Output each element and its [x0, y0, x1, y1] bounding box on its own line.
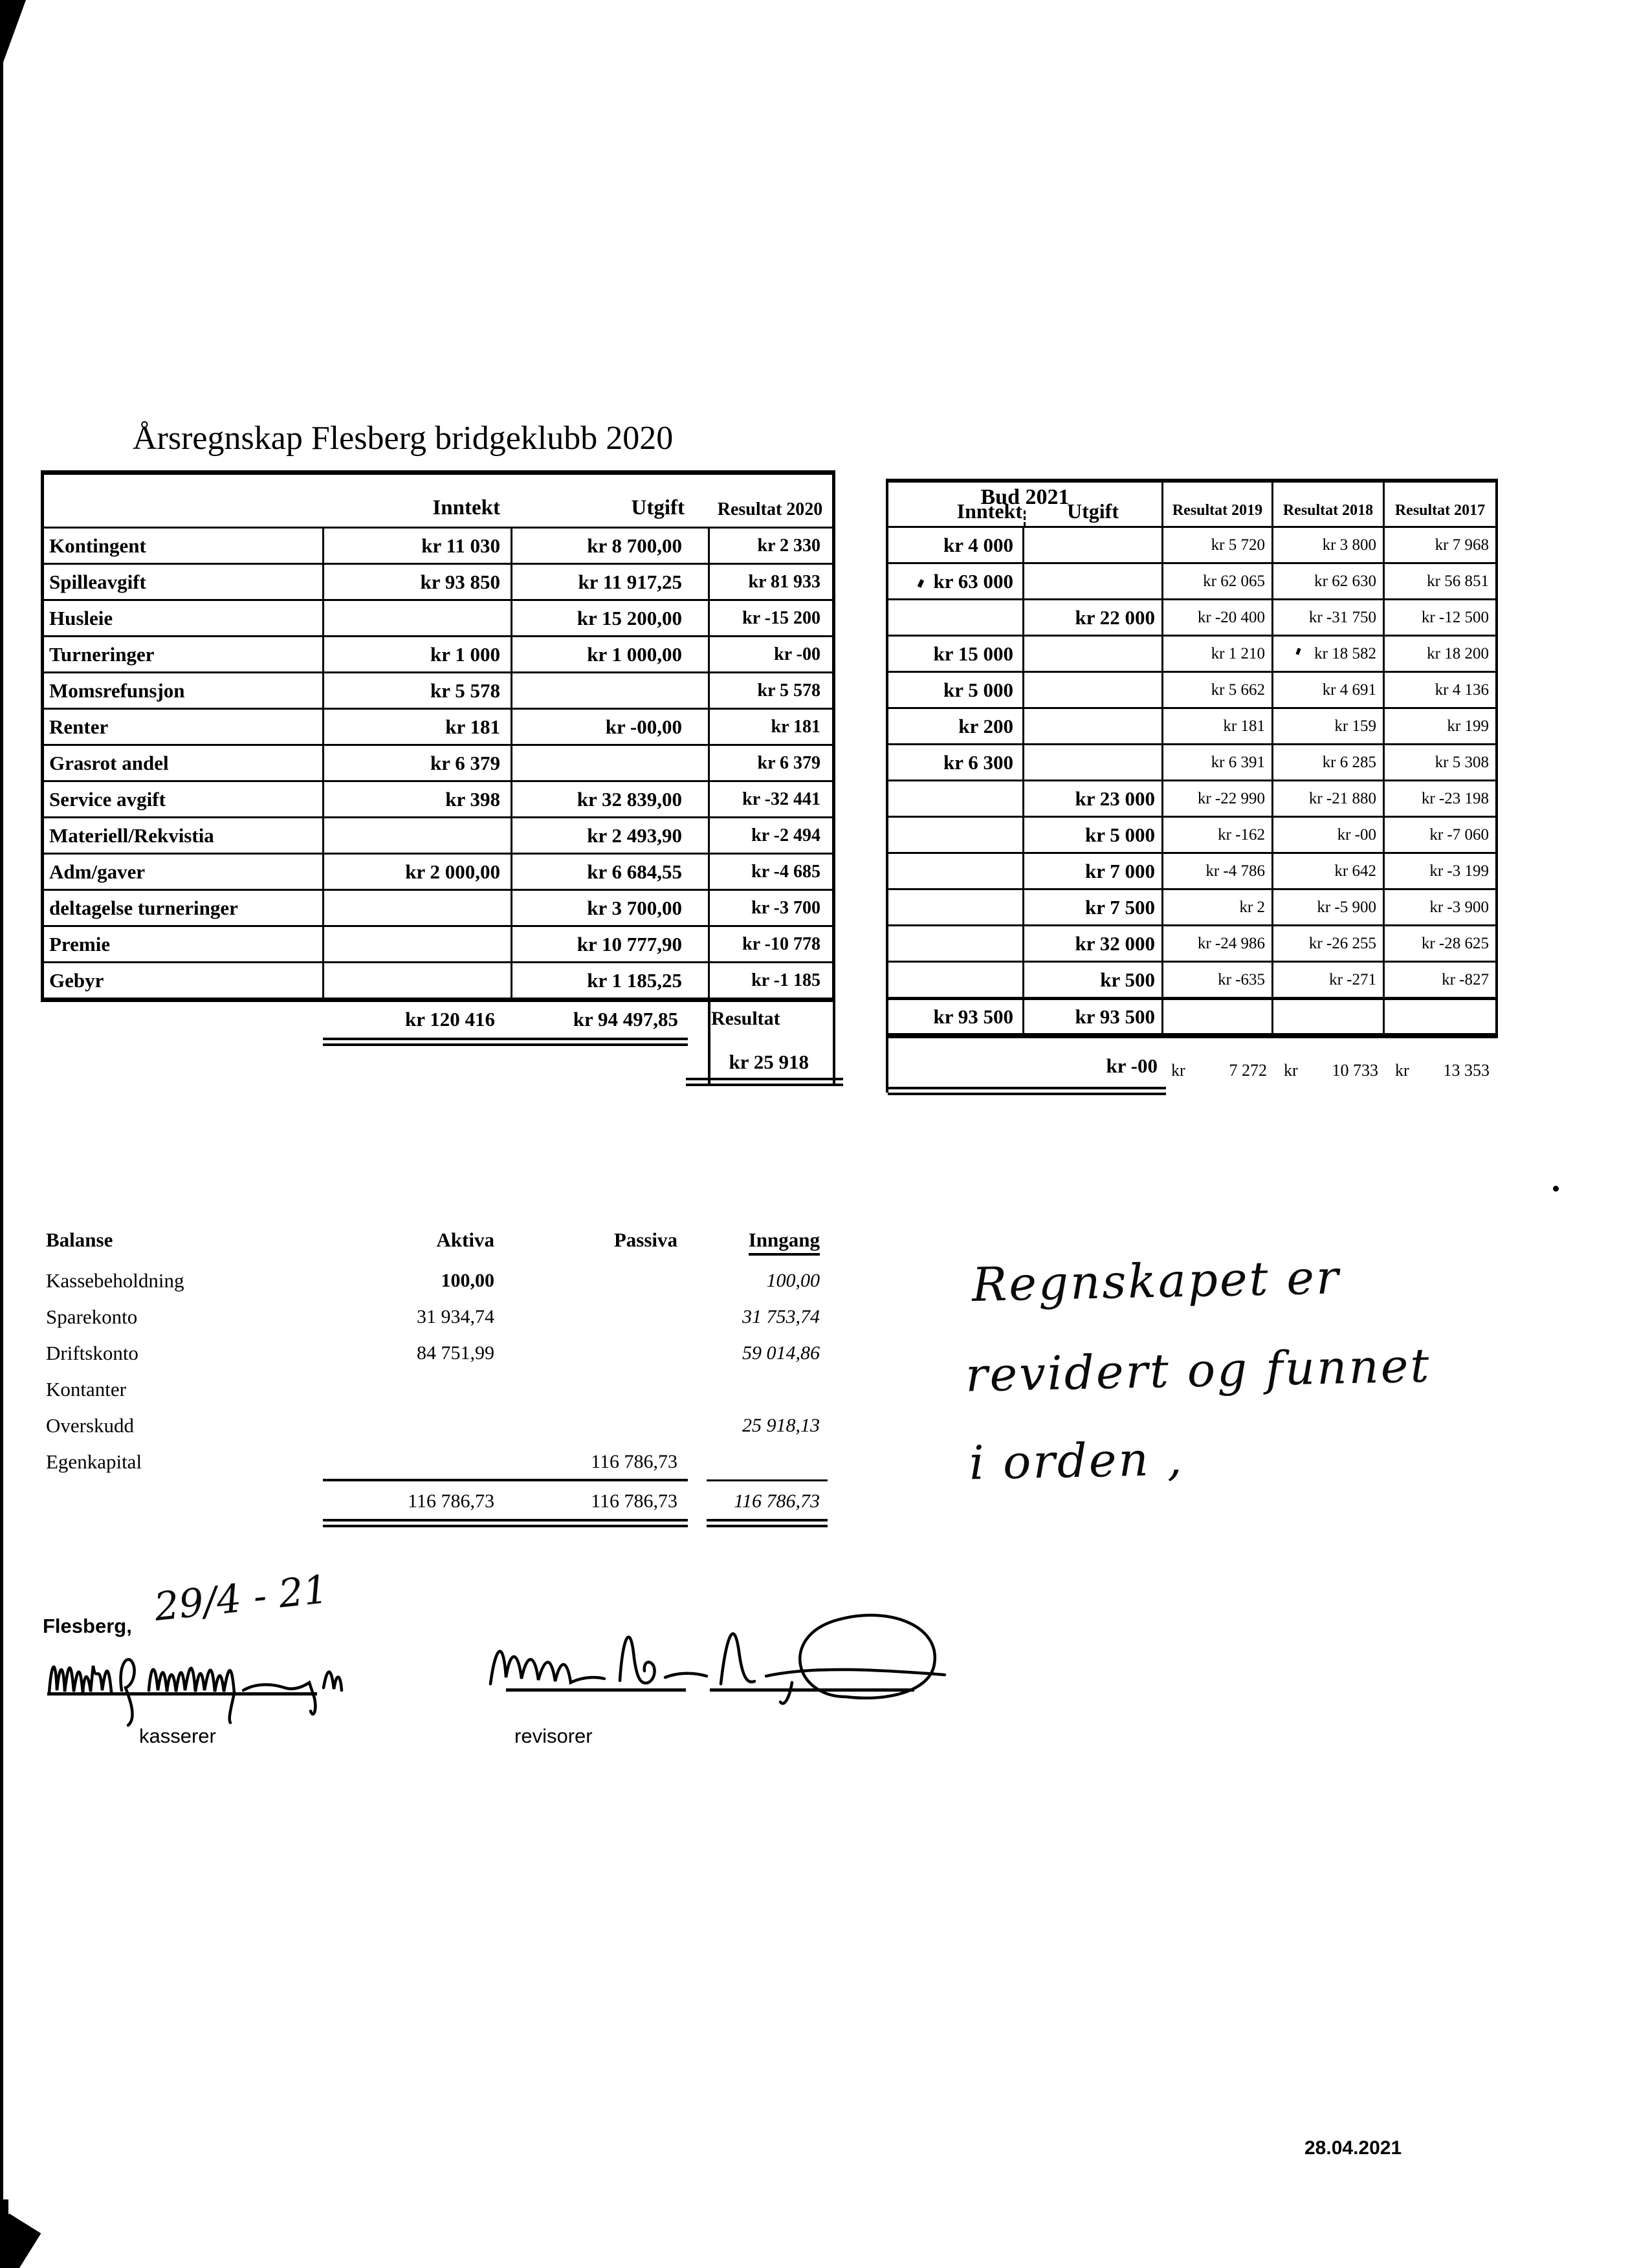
revisorer-label: revisorer	[514, 1725, 593, 1747]
bud-inntekt-value	[888, 600, 1022, 635]
signature-line	[47, 1692, 317, 1696]
resultat-2017-value: kr 56 851	[1383, 564, 1495, 598]
inntekt-value	[322, 601, 511, 635]
divider	[686, 1078, 843, 1080]
table-row	[888, 888, 1495, 924]
handwritten-note-line3: i orden ,	[969, 1431, 1185, 1490]
resultat-2020-value: kr -4 685	[708, 855, 832, 889]
inntekt-value: kr 5 578	[322, 673, 511, 708]
resultat-2018-value: kr 18 582	[1271, 637, 1383, 671]
utgift-value: kr -00,00	[511, 710, 708, 744]
kasserer-signature	[45, 1620, 356, 1734]
resultat-2017-value: kr 18 200	[1383, 637, 1495, 671]
col-header-empty	[44, 520, 322, 527]
result-2019-final: 7 272	[1229, 1061, 1267, 1080]
bud-result-final: kr -00	[1106, 1054, 1158, 1077]
row-label: Kontingent	[49, 534, 146, 557]
table-row	[888, 635, 1495, 671]
bud-utgift-value	[1022, 709, 1161, 743]
resultat-2018-value: kr -00	[1271, 818, 1383, 852]
col-header-utgift: Utgift	[631, 496, 685, 519]
budget-totals-row	[888, 997, 1495, 1033]
resultat-label: Resultat	[711, 1008, 780, 1029]
resultat-2017-value: kr -28 625	[1383, 926, 1495, 961]
table-row	[888, 562, 1495, 598]
aktiva-value: 31 934,74	[417, 1306, 494, 1327]
bud-inntekt-value: kr 6 300	[943, 750, 1013, 774]
budget-header-main	[888, 483, 1161, 526]
col-header-bud-utgift: Utgift	[1067, 499, 1119, 523]
row-label: Adm/gaver	[49, 860, 146, 883]
resultat-2017-value: kr 7 968	[1383, 528, 1495, 562]
resultat-2017-value: kr 5 308	[1383, 745, 1495, 780]
balanse-header-row	[46, 1228, 820, 1252]
col-header-resultat-2017: Resultat 2017	[1383, 483, 1495, 526]
divider	[323, 1043, 688, 1046]
utgift-value: kr 32 839,00	[511, 782, 708, 816]
table-row	[44, 671, 832, 708]
row-label: Husleie	[49, 606, 113, 629]
resultat-2019-value: kr 6 391	[1161, 745, 1271, 780]
inntekt-value	[322, 818, 511, 853]
resultat-2019-value: kr 181	[1161, 709, 1271, 743]
col-header-passiva: Passiva	[613, 1228, 677, 1251]
table-row	[888, 780, 1495, 816]
balanse-row-label: Overskudd	[46, 1414, 135, 1437]
resultat-2019-value: kr -635	[1161, 963, 1271, 997]
utgift-value: kr 8 700,00	[511, 529, 708, 563]
resultat-2019-value: kr -162	[1161, 818, 1271, 852]
bud-inntekt-value	[888, 926, 1022, 961]
bud-inntekt-value	[888, 818, 1022, 852]
resultat-2020-value: kr -2 494	[708, 818, 832, 853]
col-header-resultat-2018: Resultat 2018	[1271, 483, 1383, 526]
inngang-value: 31 753,74	[742, 1306, 820, 1327]
table-row	[44, 961, 832, 998]
table-row	[888, 852, 1495, 888]
table-row	[888, 816, 1495, 852]
resultat-2018-value: kr 62 630	[1271, 564, 1383, 598]
inntekt-value	[322, 963, 511, 998]
resultat-2018-value: kr -5 900	[1271, 890, 1383, 924]
table-row	[888, 526, 1495, 562]
bud-utgift-value	[1022, 528, 1161, 562]
bud-inntekt-value: kr 15 000	[933, 642, 1013, 665]
resultat-2018-value: kr -26 255	[1271, 926, 1383, 961]
scan-artifact	[0, 2214, 41, 2268]
inntekt-value: kr 2 000,00	[322, 855, 511, 889]
bud-inntekt-value: kr 63 000	[933, 569, 1013, 593]
inntekt-value: kr 11 030	[322, 529, 511, 563]
handwritten-note-line1: Regnskapet er	[971, 1250, 1341, 1312]
bud-inntekt-value	[888, 890, 1022, 924]
resultat-2018-value: kr 6 285	[1271, 745, 1383, 780]
divider	[833, 1002, 835, 1085]
resultat-2020-value: kr -00	[708, 637, 832, 671]
resultat-2017-value: kr -7 060	[1383, 818, 1495, 852]
bud-utgift-value	[1022, 564, 1161, 598]
table-row	[46, 1299, 820, 1335]
col-header-aktiva: Aktiva	[436, 1228, 494, 1251]
empty-cell	[1161, 1000, 1271, 1033]
row-label: deltagelse turneringer	[49, 896, 238, 919]
bud-inntekt-value: kr 5 000	[943, 678, 1013, 701]
table-row	[888, 743, 1495, 780]
accounts-2020-table	[41, 470, 835, 1002]
utgift-value: kr 10 777,90	[511, 927, 708, 961]
inntekt-value: kr 181	[322, 710, 511, 744]
resultat-2020-value: kr -3 700	[708, 891, 832, 925]
inngang-value: 25 918,13	[742, 1415, 820, 1436]
result-2017-final: 13 353	[1443, 1061, 1490, 1080]
inntekt-value: kr 398	[322, 782, 511, 816]
resultat-2020-value: kr 6 379	[708, 746, 832, 780]
balanse-title: Balanse	[46, 1228, 113, 1251]
resultat-2017-value: kr -12 500	[1383, 600, 1495, 635]
table-row	[46, 1444, 820, 1480]
table-row	[44, 780, 832, 816]
utgift-value	[511, 746, 708, 780]
currency-label: kr	[1171, 1061, 1185, 1080]
divider	[323, 1525, 688, 1527]
resultat-2019-value: kr -24 986	[1161, 926, 1271, 961]
accounts-2020-header-row	[44, 475, 832, 527]
handwritten-note-line2: revidert og funnet	[965, 1338, 1432, 1402]
divider	[888, 1087, 1166, 1089]
currency-label: kr	[1284, 1061, 1298, 1080]
resultat-2019-value: kr 62 065	[1161, 564, 1271, 598]
resultat-2018-value: kr 159	[1271, 709, 1383, 743]
table-row	[888, 961, 1495, 997]
scan-artifact	[0, 0, 3, 2268]
resultat-2020-value: kr 5 578	[708, 673, 832, 708]
table-row	[888, 671, 1495, 707]
kasserer-label: kasserer	[139, 1725, 216, 1747]
bud-inntekt-value	[888, 963, 1022, 997]
row-label: Gebyr	[49, 968, 104, 992]
resultat-2017-value: kr 199	[1383, 709, 1495, 743]
bud-utgift-value: kr 7 000	[1022, 854, 1161, 888]
resultat-2019-value: kr 5 662	[1161, 673, 1271, 707]
passiva-value: 116 786,73	[591, 1451, 677, 1472]
resultat-2018-value: kr 4 691	[1271, 673, 1383, 707]
resultat-2020-value: kr 181	[708, 710, 832, 744]
balanse-totals-row	[46, 1486, 820, 1517]
resultat-2018-value: kr -271	[1271, 963, 1383, 997]
resultat-2018-value: kr 642	[1271, 854, 1383, 888]
resultat-2019-value: kr -20 400	[1161, 600, 1271, 635]
resultat-2020-final: kr 25 918	[729, 1051, 809, 1073]
document-date: 28.04.2021	[1304, 2137, 1402, 2159]
row-label: Spilleavgift	[49, 570, 146, 593]
resultat-2017-value: kr -3 900	[1383, 890, 1495, 924]
utgift-value: kr 6 684,55	[511, 855, 708, 889]
total-utgift-2020: kr 94 497,85	[573, 1008, 678, 1030]
table-row	[44, 744, 832, 780]
scan-artifact	[0, 0, 30, 67]
signature-line	[506, 1688, 686, 1692]
divider	[707, 1479, 828, 1481]
balanse-row-label: Driftskonto	[46, 1342, 138, 1364]
col-header-bud-2021: Bud 2021	[980, 485, 1070, 509]
table-row	[46, 1371, 820, 1408]
divider	[888, 1093, 1166, 1095]
row-label: Turneringer	[49, 642, 155, 666]
bud-utgift-value	[1022, 673, 1161, 707]
table-row	[46, 1263, 820, 1299]
table-row	[44, 527, 832, 563]
resultat-2017-value: kr -23 198	[1383, 781, 1495, 816]
total-inntekt-2020: kr 120 416	[405, 1008, 495, 1030]
resultat-2020-value: kr -1 185	[708, 963, 832, 998]
signature-line	[710, 1688, 914, 1692]
resultat-2020-value: kr 2 330	[708, 529, 832, 563]
bud-utgift-value: kr 23 000	[1022, 781, 1161, 816]
row-label: Premie	[49, 932, 111, 955]
divider	[707, 1525, 828, 1527]
utgift-value: kr 1 000,00	[511, 637, 708, 671]
total-bud-inntekt: kr 93 500	[933, 1005, 1013, 1028]
resultat-2019-value: kr -4 786	[1161, 854, 1271, 888]
aktiva-value: 84 751,99	[417, 1342, 494, 1364]
total-aktiva: 116 786,73	[408, 1490, 494, 1512]
col-header-bud-inntekt: Inntekt	[956, 499, 1022, 523]
scan-artifact	[1553, 1186, 1559, 1192]
row-label: Service avgift	[49, 787, 166, 811]
handwritten-date: 29/4 - 21	[152, 1567, 331, 1630]
inngang-value: 100,00	[766, 1270, 820, 1291]
utgift-value: kr 2 493,90	[511, 818, 708, 853]
bud-utgift-value	[1022, 745, 1161, 780]
table-row	[44, 853, 832, 889]
resultat-2020-value: kr -32 441	[708, 782, 832, 816]
row-label: Grasrot andel	[49, 751, 169, 774]
inntekt-value	[322, 927, 511, 961]
utgift-value	[511, 673, 708, 708]
table-row	[44, 925, 832, 961]
col-header-inntekt: Inntekt	[432, 496, 500, 519]
resultat-2018-value: kr -31 750	[1271, 600, 1383, 635]
bud-utgift-value: kr 5 000	[1022, 818, 1161, 852]
empty-cell	[1271, 1000, 1383, 1033]
total-passiva: 116 786,73	[591, 1490, 677, 1512]
balanse-row-label: Sparekonto	[46, 1305, 138, 1328]
bud-inntekt-value	[888, 781, 1022, 816]
divider	[886, 1038, 888, 1093]
bud-inntekt-value: kr 4 000	[943, 533, 1013, 556]
resultat-2018-value: kr -21 880	[1271, 781, 1383, 816]
table-row	[44, 599, 832, 635]
table-row	[44, 635, 832, 671]
balanse-row-label: Kassebeholdning	[46, 1269, 184, 1292]
inntekt-value	[322, 891, 511, 925]
bud-utgift-value	[1022, 637, 1161, 671]
balanse-rows	[46, 1263, 820, 1480]
utgift-value: kr 1 185,25	[511, 963, 708, 998]
aktiva-value: 100,00	[441, 1270, 494, 1291]
inntekt-value: kr 93 850	[322, 565, 511, 599]
revisorer-signature	[484, 1597, 966, 1719]
utgift-value: kr 3 700,00	[511, 891, 708, 925]
resultat-2019-value: kr -22 990	[1161, 781, 1271, 816]
row-label: Materiell/Rekvistia	[49, 823, 214, 847]
resultat-2017-value: kr -827	[1383, 963, 1495, 997]
row-label: Renter	[49, 715, 109, 738]
currency-label: kr	[1395, 1061, 1409, 1080]
balanse-row-label: Egenkapital	[46, 1450, 142, 1473]
divider	[1024, 510, 1026, 526]
table-row	[888, 924, 1495, 961]
resultat-2020-value: kr -10 778	[708, 927, 832, 961]
resultat-2020-value: kr 81 933	[708, 565, 832, 599]
place-label: Flesberg,	[43, 1615, 132, 1637]
resultat-2019-value: kr 2	[1161, 890, 1271, 924]
divider	[323, 1038, 688, 1040]
resultat-2020-value: kr -15 200	[708, 601, 832, 635]
utgift-value: kr 11 917,25	[511, 565, 708, 599]
balanse-row-label: Kontanter	[46, 1378, 126, 1401]
page-title: Årsregnskap Flesberg bridgeklubb 2020	[133, 420, 674, 457]
total-bud-utgift: kr 93 500	[1022, 1000, 1161, 1033]
table-row	[888, 598, 1495, 635]
total-inngang: 116 786,73	[734, 1490, 820, 1512]
bud-utgift-value: kr 32 000	[1022, 926, 1161, 961]
table-row	[44, 708, 832, 744]
divider	[323, 1519, 688, 1521]
bud-inntekt-value	[888, 854, 1022, 888]
bud-utgift-value: kr 500	[1022, 963, 1161, 997]
resultat-2019-value: kr 1 210	[1161, 637, 1271, 671]
budget-2021-table	[886, 479, 1498, 1038]
bud-utgift-value: kr 7 500	[1022, 890, 1161, 924]
bud-inntekt-value: kr 200	[958, 714, 1013, 737]
divider	[686, 1084, 843, 1086]
empty-cell	[1383, 1000, 1495, 1033]
col-header-inngang	[677, 1228, 820, 1252]
col-header-inngang-label: Inngang	[749, 1228, 820, 1256]
table-row	[46, 1335, 820, 1371]
accounts-2020-rows	[44, 527, 832, 998]
inntekt-value: kr 6 379	[322, 746, 511, 780]
table-row	[44, 816, 832, 853]
resultat-2018-value: kr 3 800	[1271, 528, 1383, 562]
table-row	[44, 889, 832, 925]
divider	[707, 1519, 828, 1521]
col-header-resultat-2019: Resultat 2019	[1161, 483, 1271, 526]
inntekt-value: kr 1 000	[322, 637, 511, 671]
budget-2021-header-row	[888, 483, 1495, 526]
table-row	[46, 1408, 820, 1444]
inngang-value: 59 014,86	[742, 1342, 820, 1364]
resultat-2017-value: kr -3 199	[1383, 854, 1495, 888]
utgift-value: kr 15 200,00	[511, 601, 708, 635]
resultat-2019-value: kr 5 720	[1161, 528, 1271, 562]
col-header-resultat-2020: Resultat 2020	[717, 499, 823, 519]
divider	[323, 1479, 688, 1481]
budget-2021-rows	[888, 526, 1495, 997]
table-row	[44, 563, 832, 599]
result-2018-final: 10 733	[1332, 1061, 1378, 1080]
table-row	[888, 707, 1495, 743]
row-label: Momsrefunsjon	[49, 679, 185, 702]
bud-utgift-value: kr 22 000	[1022, 600, 1161, 635]
resultat-2017-value: kr 4 136	[1383, 673, 1495, 707]
